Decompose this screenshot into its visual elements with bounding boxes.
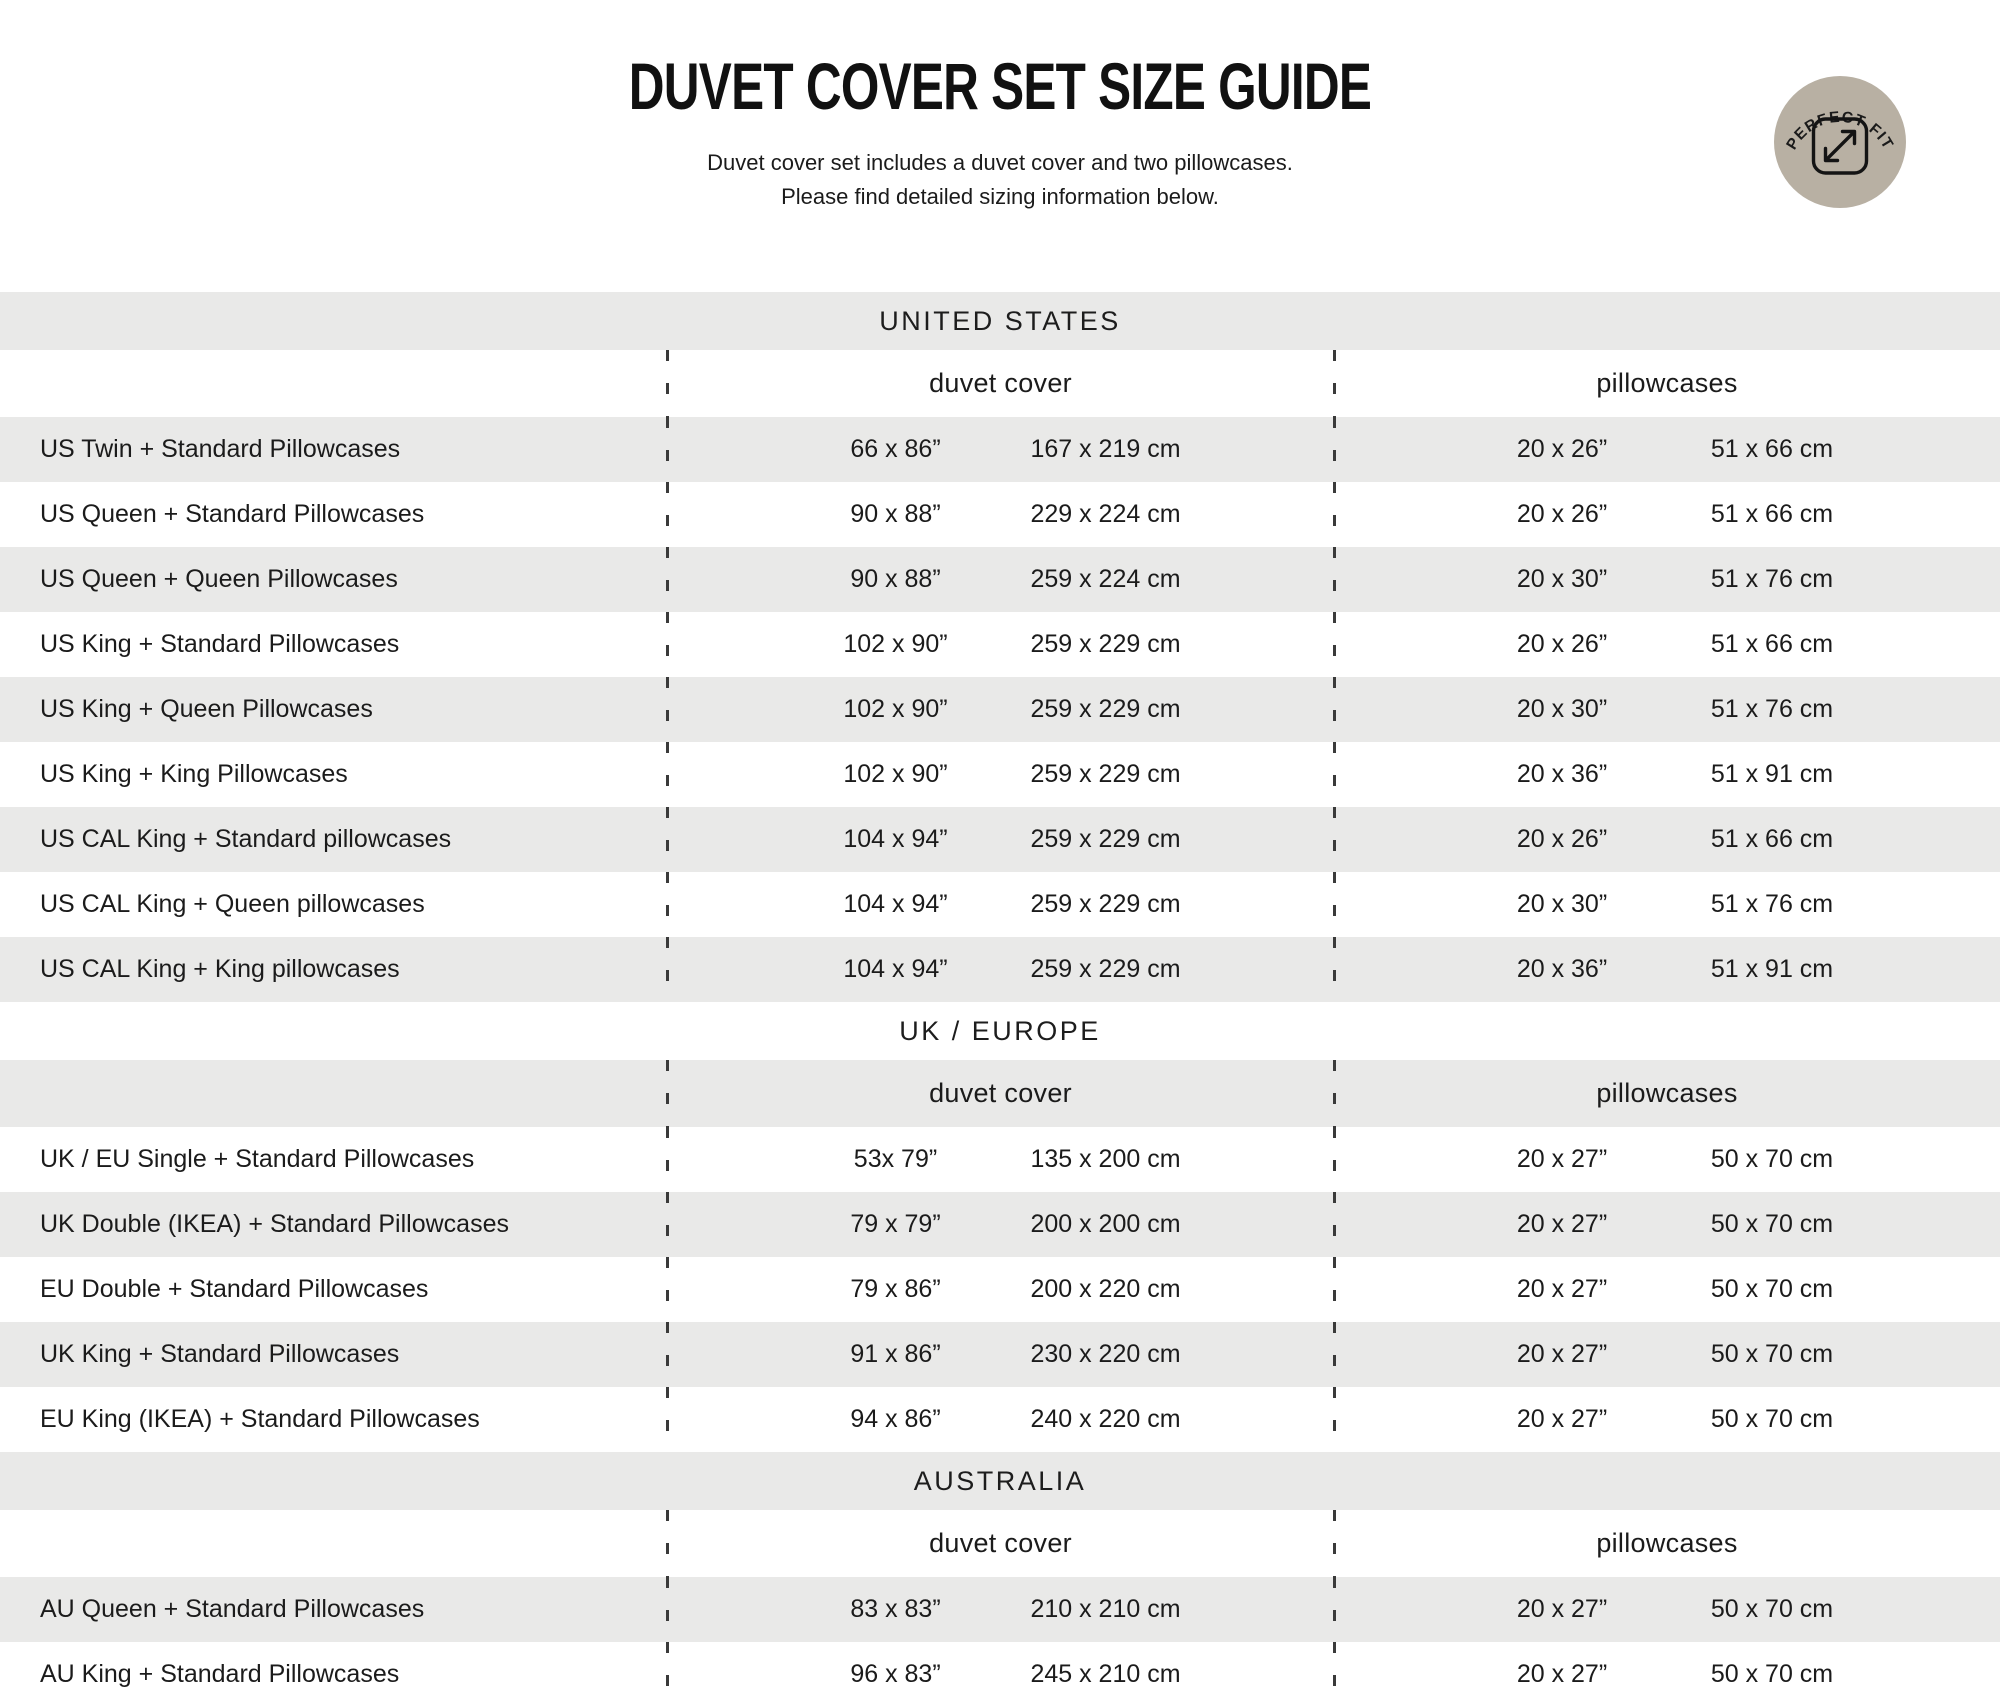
duvet-cover-cell bbox=[667, 937, 1334, 1002]
pillowcase-cm-value: 51 x 76 cm bbox=[1710, 695, 1834, 723]
duvet-cm-value: 210 x 210 cm bbox=[1030, 1595, 1181, 1623]
row-label-cell bbox=[0, 807, 667, 872]
size-row bbox=[0, 1192, 2000, 1257]
pillowcase-inches-value: 20 x 30” bbox=[1516, 565, 1608, 593]
pillowcase-values bbox=[1334, 890, 2000, 919]
row-label: EU Double + Standard Pillowcases bbox=[40, 1275, 429, 1303]
duvet-cover-header-cell bbox=[667, 350, 1334, 417]
pillowcase-inches-value: 20 x 27” bbox=[1516, 1405, 1608, 1433]
duvet-cm-value: 259 x 229 cm bbox=[1030, 630, 1181, 658]
pillowcase-values bbox=[1334, 825, 2000, 854]
dashed-column-separator bbox=[1333, 1510, 1336, 1577]
pillowcase-values bbox=[1334, 1275, 2000, 1304]
size-row bbox=[0, 742, 2000, 807]
pillowcase-inches-value: 20 x 26” bbox=[1516, 435, 1608, 463]
size-row bbox=[0, 937, 2000, 1002]
duvet-cm-value: 259 x 229 cm bbox=[1030, 955, 1181, 983]
dashed-column-separator bbox=[666, 482, 669, 547]
pillowcases-cell bbox=[1334, 1577, 2000, 1642]
pillowcase-cm-value: 51 x 91 cm bbox=[1710, 760, 1834, 788]
pillowcase-cm-value: 51 x 66 cm bbox=[1710, 435, 1834, 463]
duvet-cover-cell bbox=[667, 1387, 1334, 1452]
pillowcase-inches-value: 20 x 36” bbox=[1516, 760, 1608, 788]
pillowcases-cell bbox=[1334, 417, 2000, 482]
pillowcase-inches-value: 20 x 27” bbox=[1516, 1210, 1608, 1238]
pillowcases-column-label: pillowcases bbox=[1596, 1078, 1738, 1108]
pillowcase-inches-value: 20 x 27” bbox=[1516, 1145, 1608, 1173]
row-label-cell bbox=[0, 1127, 667, 1192]
pillowcase-cm-value: 51 x 76 cm bbox=[1710, 565, 1834, 593]
pillowcase-cm-value: 51 x 66 cm bbox=[1710, 825, 1834, 853]
pillowcase-values bbox=[1334, 955, 2000, 984]
row-label: US King + Standard Pillowcases bbox=[40, 630, 400, 658]
dashed-column-separator bbox=[666, 872, 669, 937]
pillowcase-cm-value: 51 x 91 cm bbox=[1710, 955, 1834, 983]
size-row bbox=[0, 872, 2000, 937]
pillowcases-cell bbox=[1334, 872, 2000, 937]
size-row bbox=[0, 417, 2000, 482]
row-label-cell bbox=[0, 742, 667, 807]
dashed-column-separator bbox=[666, 742, 669, 807]
size-row bbox=[0, 677, 2000, 742]
pillowcase-values bbox=[1334, 630, 2000, 659]
duvet-cm-value: 259 x 229 cm bbox=[1030, 760, 1181, 788]
duvet-cover-header-cell bbox=[667, 1060, 1334, 1127]
section-title: UNITED STATES bbox=[879, 305, 1121, 336]
dashed-column-separator bbox=[1333, 350, 1336, 417]
duvet-cm-value: 230 x 220 cm bbox=[1030, 1340, 1181, 1368]
dashed-column-separator bbox=[666, 1257, 669, 1322]
row-label: US King + Queen Pillowcases bbox=[40, 695, 373, 723]
duvet-inches-value: 102 x 90” bbox=[843, 695, 948, 723]
row-label: UK King + Standard Pillowcases bbox=[40, 1340, 400, 1368]
duvet-cover-cell bbox=[667, 1322, 1334, 1387]
row-label-cell bbox=[0, 612, 667, 677]
dashed-column-separator bbox=[666, 937, 669, 1002]
pillowcase-values bbox=[1334, 1145, 2000, 1174]
duvet-cover-cell bbox=[667, 1642, 1334, 1689]
size-table bbox=[0, 292, 2000, 1689]
duvet-cover-cell bbox=[667, 677, 1334, 742]
duvet-cover-cell bbox=[667, 417, 1334, 482]
pillowcases-cell bbox=[1334, 612, 2000, 677]
row-label: US Queen + Queen Pillowcases bbox=[40, 565, 398, 593]
pillowcase-inches-value: 20 x 27” bbox=[1516, 1340, 1608, 1368]
row-label-cell bbox=[0, 937, 667, 1002]
row-label: US CAL King + Queen pillowcases bbox=[40, 890, 425, 918]
duvet-inches-value: 90 x 88” bbox=[850, 565, 941, 593]
duvet-cm-value: 200 x 220 cm bbox=[1030, 1275, 1181, 1303]
row-label: US CAL King + King pillowcases bbox=[40, 955, 400, 983]
dashed-column-separator bbox=[1333, 1577, 1336, 1642]
pillowcases-cell bbox=[1334, 1192, 2000, 1257]
section-title-band bbox=[0, 292, 2000, 350]
dashed-column-separator bbox=[1333, 1642, 1336, 1689]
duvet-cm-value: 259 x 224 cm bbox=[1030, 565, 1181, 593]
pillowcase-inches-value: 20 x 26” bbox=[1516, 825, 1608, 853]
duvet-inches-value: 83 x 83” bbox=[850, 1595, 941, 1623]
column-header-row bbox=[0, 350, 2000, 417]
pillowcases-header-cell bbox=[1334, 1060, 2000, 1127]
duvet-inches-value: 53x 79” bbox=[853, 1145, 938, 1173]
pillowcases-cell bbox=[1334, 547, 2000, 612]
row-label-cell bbox=[0, 1577, 667, 1642]
pillowcases-cell bbox=[1334, 482, 2000, 547]
empty-header-cell bbox=[0, 1510, 667, 1577]
duvet-inches-value: 104 x 94” bbox=[843, 955, 948, 983]
duvet-inches-value: 102 x 90” bbox=[843, 630, 948, 658]
page-title: DUVET COVER SET SIZE GUIDE bbox=[628, 49, 1372, 123]
pillowcase-values bbox=[1334, 1405, 2000, 1434]
pillowcases-cell bbox=[1334, 1322, 2000, 1387]
dashed-column-separator bbox=[666, 1577, 669, 1642]
duvet-values bbox=[667, 1145, 1334, 1174]
dashed-column-separator bbox=[1333, 1387, 1336, 1452]
duvet-values bbox=[667, 1660, 1334, 1689]
dashed-column-separator bbox=[1333, 937, 1336, 1002]
duvet-values bbox=[667, 1340, 1334, 1369]
duvet-cm-value: 229 x 224 cm bbox=[1030, 500, 1181, 528]
duvet-cm-value: 167 x 219 cm bbox=[1030, 435, 1181, 463]
duvet-values bbox=[667, 1210, 1334, 1239]
pillowcase-cm-value: 50 x 70 cm bbox=[1710, 1405, 1834, 1433]
dashed-column-separator bbox=[666, 350, 669, 417]
duvet-cover-cell bbox=[667, 1127, 1334, 1192]
pillowcase-values bbox=[1334, 1595, 2000, 1624]
dashed-column-separator bbox=[1333, 1060, 1336, 1127]
pillowcase-values bbox=[1334, 760, 2000, 789]
pillowcase-cm-value: 50 x 70 cm bbox=[1710, 1145, 1834, 1173]
dashed-column-separator bbox=[666, 807, 669, 872]
section-title-band bbox=[0, 1002, 2000, 1060]
row-label: US Twin + Standard Pillowcases bbox=[40, 435, 401, 463]
pillowcase-cm-value: 50 x 70 cm bbox=[1710, 1210, 1834, 1238]
dashed-column-separator bbox=[1333, 612, 1336, 677]
row-label: UK / EU Single + Standard Pillowcases bbox=[40, 1145, 475, 1173]
dashed-column-separator bbox=[1333, 807, 1336, 872]
pillowcase-inches-value: 20 x 26” bbox=[1516, 630, 1608, 658]
duvet-values bbox=[667, 695, 1334, 724]
duvet-cover-cell bbox=[667, 547, 1334, 612]
row-label-cell bbox=[0, 482, 667, 547]
row-label-cell bbox=[0, 872, 667, 937]
size-row bbox=[0, 547, 2000, 612]
size-row bbox=[0, 1322, 2000, 1387]
pillowcase-cm-value: 51 x 76 cm bbox=[1710, 890, 1834, 918]
duvet-cm-value: 135 x 200 cm bbox=[1030, 1145, 1181, 1173]
pillowcase-cm-value: 50 x 70 cm bbox=[1710, 1660, 1834, 1688]
duvet-values bbox=[667, 435, 1334, 464]
row-label: AU King + Standard Pillowcases bbox=[40, 1660, 400, 1688]
pillowcase-inches-value: 20 x 30” bbox=[1516, 695, 1608, 723]
dashed-column-separator bbox=[1333, 742, 1336, 807]
dashed-column-separator bbox=[1333, 1322, 1336, 1387]
duvet-values bbox=[667, 500, 1334, 529]
page-subtitle bbox=[0, 146, 2000, 214]
dashed-column-separator bbox=[1333, 677, 1336, 742]
dashed-column-separator bbox=[666, 1192, 669, 1257]
pillowcases-cell bbox=[1334, 1642, 2000, 1689]
dashed-column-separator bbox=[1333, 872, 1336, 937]
empty-header-cell bbox=[0, 350, 667, 417]
size-row bbox=[0, 1387, 2000, 1452]
duvet-cover-cell bbox=[667, 872, 1334, 937]
duvet-values bbox=[667, 760, 1334, 789]
pillowcase-values bbox=[1334, 695, 2000, 724]
size-row bbox=[0, 1257, 2000, 1322]
pillowcase-values bbox=[1334, 1660, 2000, 1689]
dashed-column-separator bbox=[1333, 1192, 1336, 1257]
pillowcase-cm-value: 50 x 70 cm bbox=[1710, 1595, 1834, 1623]
duvet-cover-column-label: duvet cover bbox=[929, 1528, 1072, 1558]
duvet-values bbox=[667, 1405, 1334, 1434]
row-label-cell bbox=[0, 1322, 667, 1387]
duvet-inches-value: 79 x 86” bbox=[850, 1275, 941, 1303]
pillowcase-inches-value: 20 x 26” bbox=[1516, 500, 1608, 528]
pillowcases-column-label: pillowcases bbox=[1596, 368, 1738, 398]
section-title: AUSTRALIA bbox=[913, 1465, 1087, 1496]
row-label-cell bbox=[0, 677, 667, 742]
pillowcase-cm-value: 51 x 66 cm bbox=[1710, 500, 1834, 528]
pillowcases-cell bbox=[1334, 1387, 2000, 1452]
dashed-column-separator bbox=[666, 1387, 669, 1452]
section-title-band bbox=[0, 1452, 2000, 1510]
dashed-column-separator bbox=[1333, 1127, 1336, 1192]
row-label: AU Queen + Standard Pillowcases bbox=[40, 1595, 425, 1623]
pillowcases-cell bbox=[1334, 1257, 2000, 1322]
row-label: US CAL King + Standard pillowcases bbox=[40, 825, 452, 853]
dashed-column-separator bbox=[1333, 547, 1336, 612]
pillowcases-header-cell bbox=[1334, 1510, 2000, 1577]
duvet-cm-value: 259 x 229 cm bbox=[1030, 890, 1181, 918]
pillowcase-inches-value: 20 x 27” bbox=[1516, 1595, 1608, 1623]
dashed-column-separator bbox=[666, 677, 669, 742]
pillowcases-cell bbox=[1334, 807, 2000, 872]
duvet-cm-value: 245 x 210 cm bbox=[1030, 1660, 1181, 1688]
dashed-column-separator bbox=[666, 417, 669, 482]
row-label: US Queen + Standard Pillowcases bbox=[40, 500, 425, 528]
row-label-cell bbox=[0, 1642, 667, 1689]
subtitle-line-2: Please find detailed sizing information below. bbox=[781, 184, 1219, 209]
pillowcases-header-cell bbox=[1334, 350, 2000, 417]
duvet-inches-value: 79 x 79” bbox=[850, 1210, 941, 1238]
size-row bbox=[0, 612, 2000, 677]
duvet-values bbox=[667, 825, 1334, 854]
duvet-inches-value: 90 x 88” bbox=[850, 500, 941, 528]
pillowcases-cell bbox=[1334, 1127, 2000, 1192]
pillowcase-values bbox=[1334, 1340, 2000, 1369]
size-row bbox=[0, 482, 2000, 547]
duvet-cover-column-label: duvet cover bbox=[929, 368, 1072, 398]
duvet-inches-value: 104 x 94” bbox=[843, 890, 948, 918]
pillowcase-values bbox=[1334, 500, 2000, 529]
pillowcase-inches-value: 20 x 30” bbox=[1516, 890, 1608, 918]
duvet-cover-cell bbox=[667, 612, 1334, 677]
size-row bbox=[0, 1642, 2000, 1689]
size-row bbox=[0, 1577, 2000, 1642]
row-label-cell bbox=[0, 1387, 667, 1452]
badge-arc-text: PERFECT FIT bbox=[1783, 108, 1897, 153]
dashed-column-separator bbox=[666, 1642, 669, 1689]
row-label: US King + King Pillowcases bbox=[40, 760, 348, 788]
duvet-inches-value: 66 x 86” bbox=[850, 435, 941, 463]
row-label: EU King (IKEA) + Standard Pillowcases bbox=[40, 1405, 480, 1433]
duvet-cover-cell bbox=[667, 482, 1334, 547]
duvet-cm-value: 259 x 229 cm bbox=[1030, 825, 1181, 853]
duvet-cover-cell bbox=[667, 1577, 1334, 1642]
size-row bbox=[0, 1127, 2000, 1192]
dashed-column-separator bbox=[1333, 482, 1336, 547]
row-label-cell bbox=[0, 1192, 667, 1257]
pillowcase-cm-value: 51 x 66 cm bbox=[1710, 630, 1834, 658]
subtitle-line-1: Duvet cover set includes a duvet cover and two pillowcases. bbox=[707, 150, 1293, 175]
duvet-inches-value: 91 x 86” bbox=[850, 1340, 941, 1368]
pillowcase-values bbox=[1334, 435, 2000, 464]
duvet-inches-value: 104 x 94” bbox=[843, 825, 948, 853]
dashed-column-separator bbox=[1333, 1257, 1336, 1322]
pillowcase-cm-value: 50 x 70 cm bbox=[1710, 1340, 1834, 1368]
duvet-values bbox=[667, 890, 1334, 919]
duvet-cover-column-label: duvet cover bbox=[929, 1078, 1072, 1108]
column-header-row bbox=[0, 1060, 2000, 1127]
empty-header-cell bbox=[0, 1060, 667, 1127]
pillowcases-column-label: pillowcases bbox=[1596, 1528, 1738, 1558]
duvet-values bbox=[667, 630, 1334, 659]
pillowcase-inches-value: 20 x 36” bbox=[1516, 955, 1608, 983]
dashed-column-separator bbox=[666, 1510, 669, 1577]
perfect-fit-badge bbox=[1757, 58, 1923, 224]
pillowcase-values bbox=[1334, 565, 2000, 594]
duvet-values bbox=[667, 955, 1334, 984]
pillowcases-cell bbox=[1334, 937, 2000, 1002]
duvet-values bbox=[667, 565, 1334, 594]
row-label-cell bbox=[0, 1257, 667, 1322]
duvet-cover-cell bbox=[667, 1257, 1334, 1322]
pillowcase-inches-value: 20 x 27” bbox=[1516, 1275, 1608, 1303]
row-label: UK Double (IKEA) + Standard Pillowcases bbox=[40, 1210, 509, 1238]
duvet-inches-value: 94 x 86” bbox=[850, 1405, 941, 1433]
duvet-cm-value: 200 x 200 cm bbox=[1030, 1210, 1181, 1238]
duvet-cm-value: 259 x 229 cm bbox=[1030, 695, 1181, 723]
dashed-column-separator bbox=[666, 1127, 669, 1192]
duvet-inches-value: 102 x 90” bbox=[843, 760, 948, 788]
row-label-cell bbox=[0, 417, 667, 482]
size-row bbox=[0, 807, 2000, 872]
pillowcase-cm-value: 50 x 70 cm bbox=[1710, 1275, 1834, 1303]
pillowcase-values bbox=[1334, 1210, 2000, 1239]
column-header-row bbox=[0, 1510, 2000, 1577]
page-header bbox=[0, 0, 2000, 292]
pillowcases-cell bbox=[1334, 677, 2000, 742]
pillowcase-inches-value: 20 x 27” bbox=[1516, 1660, 1608, 1688]
dashed-column-separator bbox=[666, 547, 669, 612]
duvet-inches-value: 96 x 83” bbox=[850, 1660, 941, 1688]
section-title: UK / EUROPE bbox=[899, 1015, 1101, 1046]
duvet-values bbox=[667, 1275, 1334, 1304]
dashed-column-separator bbox=[666, 612, 669, 677]
duvet-cover-cell bbox=[667, 742, 1334, 807]
duvet-cm-value: 240 x 220 cm bbox=[1030, 1405, 1181, 1433]
row-label-cell bbox=[0, 547, 667, 612]
pillowcases-cell bbox=[1334, 742, 2000, 807]
dashed-column-separator bbox=[666, 1060, 669, 1127]
dashed-column-separator bbox=[666, 1322, 669, 1387]
duvet-cover-header-cell bbox=[667, 1510, 1334, 1577]
duvet-cover-cell bbox=[667, 807, 1334, 872]
duvet-values bbox=[667, 1595, 1334, 1624]
duvet-cover-cell bbox=[667, 1192, 1334, 1257]
dashed-column-separator bbox=[1333, 417, 1336, 482]
